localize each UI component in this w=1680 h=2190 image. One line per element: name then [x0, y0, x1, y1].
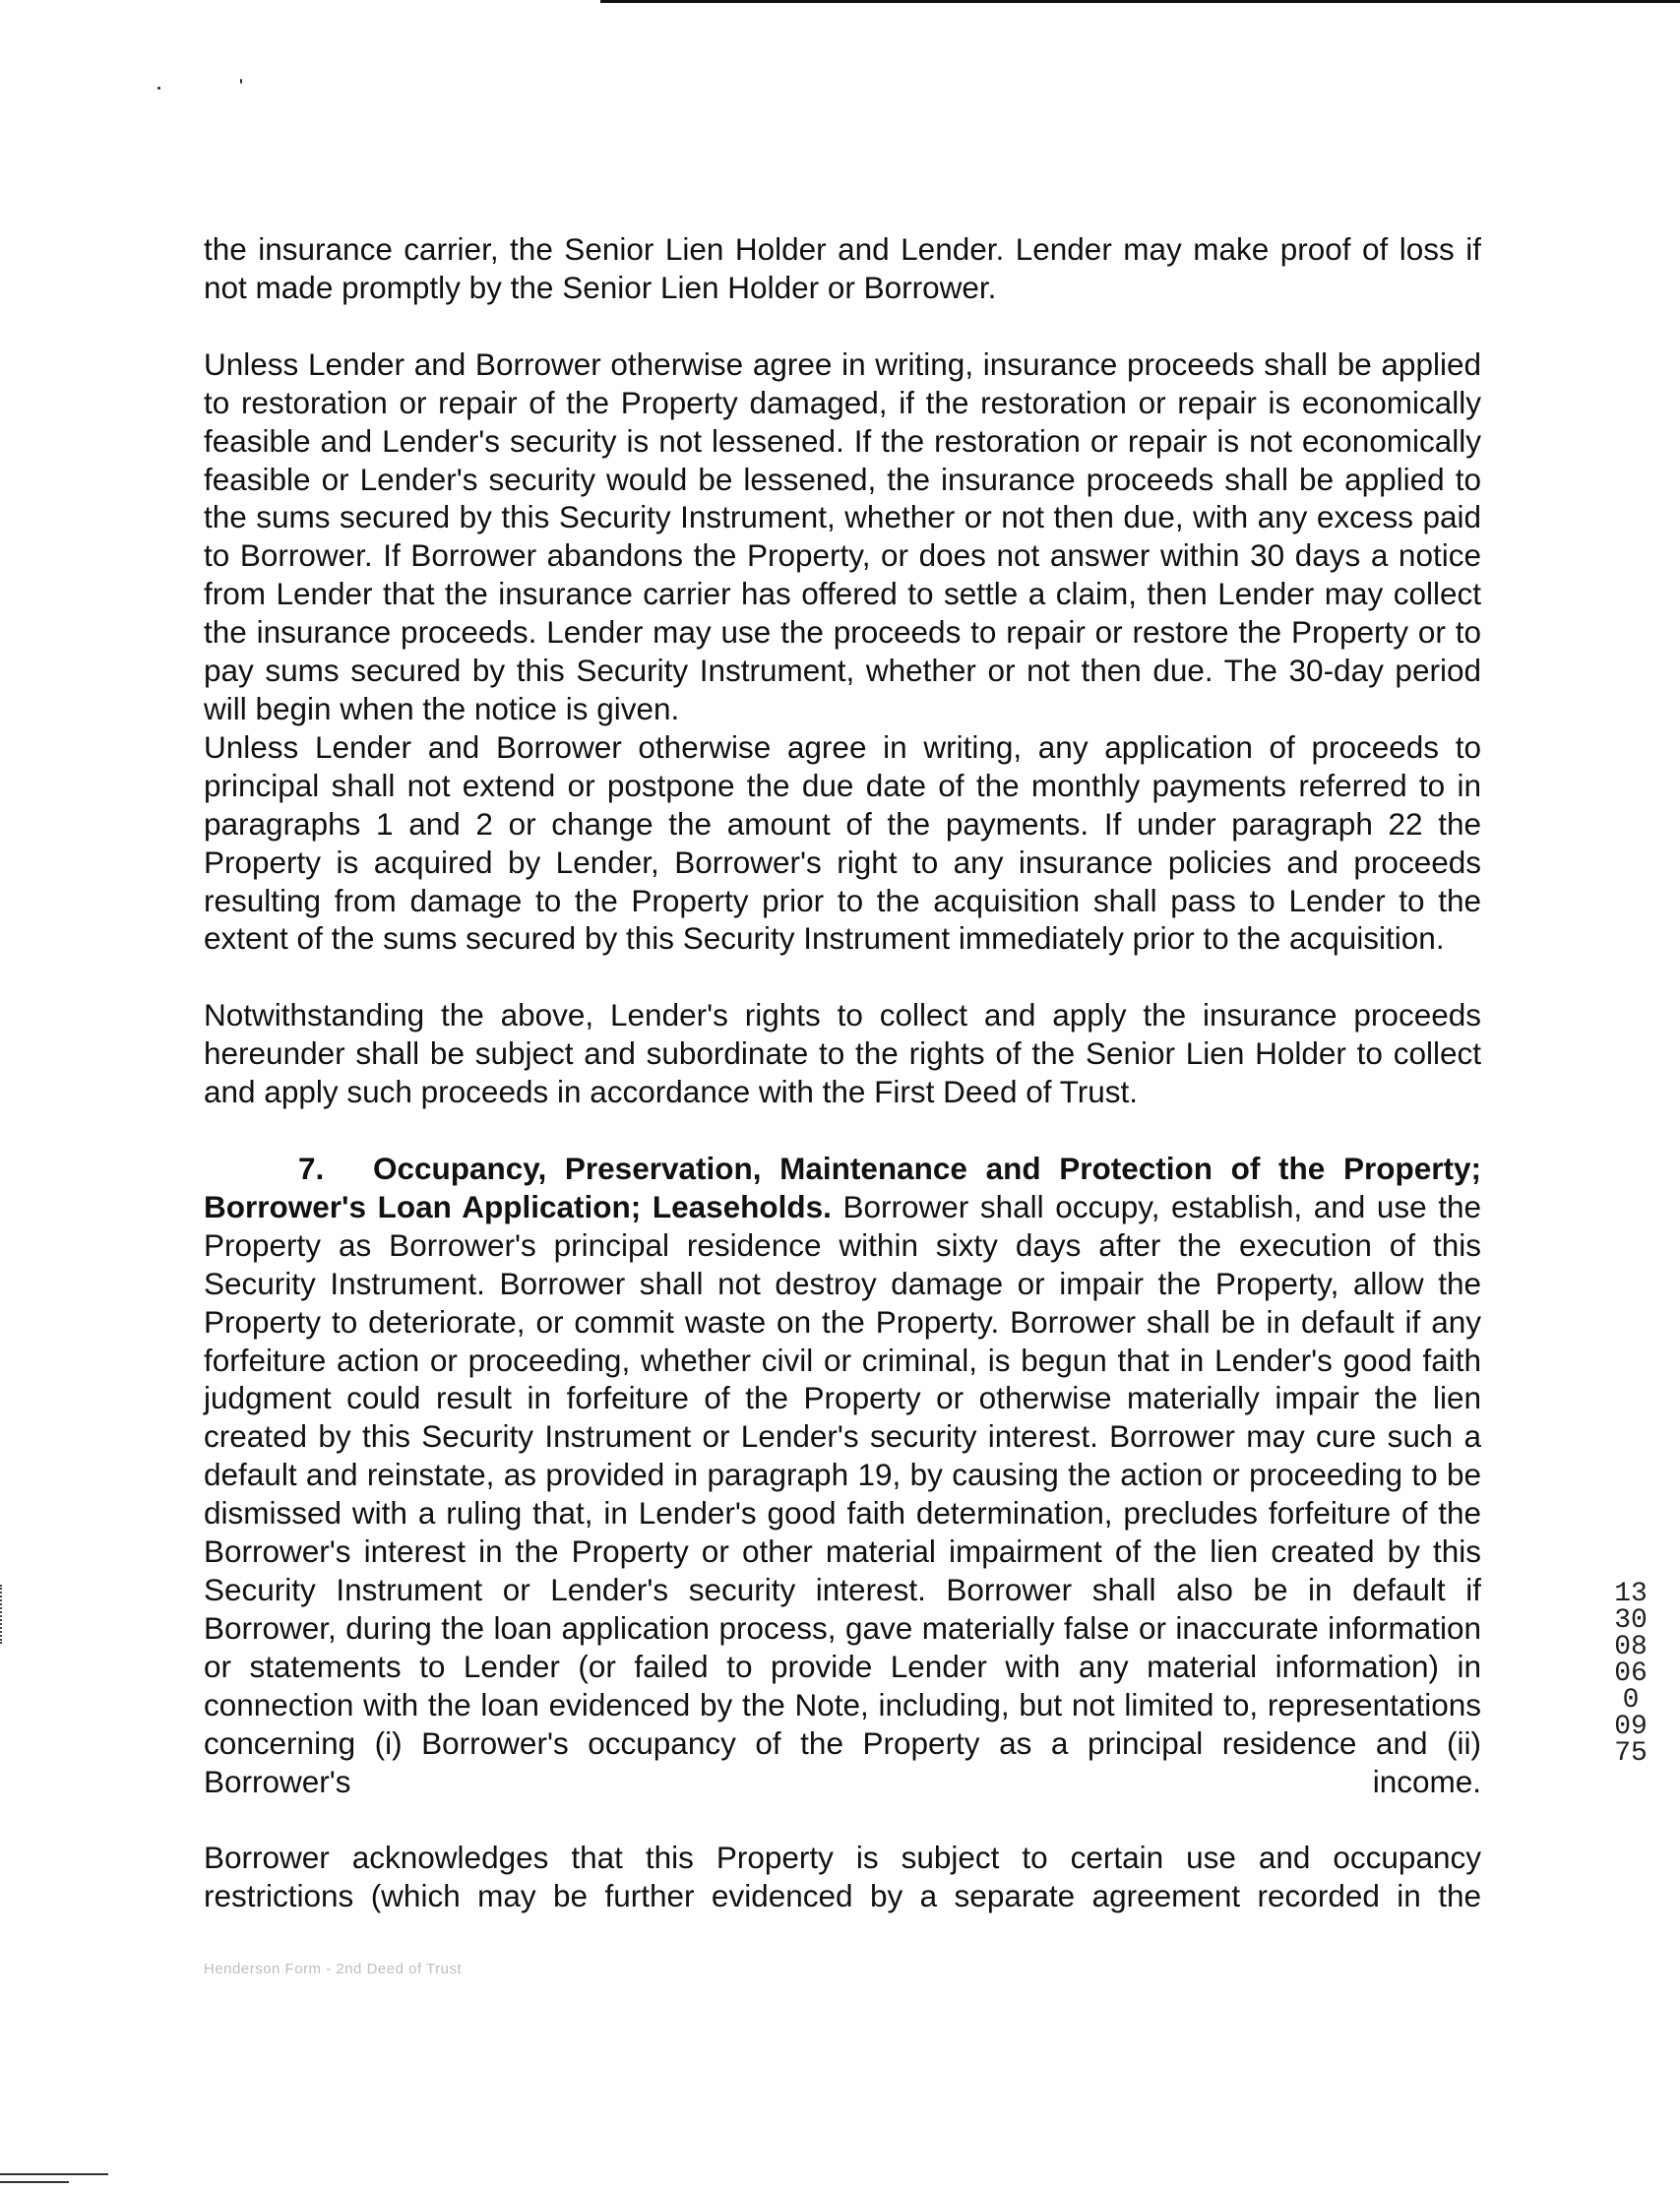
footer-form-note: Henderson Form - 2nd Deed of Trust: [204, 1961, 463, 1977]
left-edge-scan-marks: [0, 1585, 6, 1644]
paragraph-notwithstanding: Notwithstanding the above, Lender's rights to collect and apply the insurance proceeds hereunder shall be subject and subordinate to the rights of the Senior Lien Holder to collect and apply such proceeds in accordance with the First Deed of Trust.: [204, 997, 1481, 1110]
paragraph-application-of-proceeds: Unless Lender and Borrower otherwise agree in writing, any application of proceeds to principal shall not extend or postpone the due date of the monthly payments referred to in paragraphs 1 and 2 or change the amount of the payments. If under paragraph 22 the Property is acquired by Lender, Borrower's right to any insurance policies and proceeds resulting from damage to the Property prior to the acquisition shall pass to Lender to the extent of the sums secured by this Security Instrument immediately prior to the acquisition.: [204, 728, 1481, 957]
section-7-number: 7.: [298, 1151, 325, 1187]
top-scan-border: [600, 0, 1680, 3]
scan-speck: [157, 87, 160, 90]
section-7-body: Borrower shall occupy, establish, and use the Property as Borrower's principal residence within sixty days after the execution of this Security Instrument. Borrower shall not destroy damage or impair the Property, allow the Property to deteriorate, or commit waste on the Property. Borrower shall be in default if any forfeiture action or proceeding, whether civil or criminal, is begun that in Lender's good faith judgment could result in forfeiture of the Property or otherwise materially impair the lien created by this Security Instrument or Lender's security interest. Borrower may cure such a default and reinstate, as provided in paragraph 19, by causing the action or proceeding to be dismissed with a ruling that, in Lender's good faith determination, precludes forfeiture of the Borrower's interest in the Property or other material impairment of the lien created by this Security Instrument or Lender's security interest. Borrower shall also be in default if Borrower, during the loan application process, gave materially false or inaccurate information or statements to Lender (or failed to provide Lender with any material information) in connection with the loan evidenced by the Note, including, but not limited to, representations concerning (i) Borrower's occupancy of the Property as a principal residence and (ii) Borrower's income.: [204, 1188, 1481, 1799]
bottom-scan-mark: [0, 2181, 69, 2183]
document-page-body: [204, 230, 1481, 1915]
section-7-occupancy: [204, 1150, 1481, 1800]
paragraph-insurance-proceeds: Unless Lender and Borrower otherwise agree in writing, insurance proceeds shall be applied to restoration or repair of the Property damaged, if the restoration or repair is economically feasible and Lender's security is not lessened. If the restoration or repair is not economically feasible or Lender's security would be lessened, the insurance proceeds shall be applied to the sums secured by this Security Instrument, whether or not then due, with any excess paid to Borrower. If Borrower abandons the Property, or does not answer within 30 days a notice from Lender that the insurance carrier has offered to settle a claim, then Lender may collect the insurance proceeds. Lender may use the proceeds to repair or restore the Property or to pay sums secured by this Security Instrument, whether or not then due. The 30-day period will begin when the notice is given.: [204, 345, 1481, 726]
section-7-heading: Occupancy, Preservation, Maintenance and Protection of the Property; Borrower's Loan Application; Leaseholds.: [204, 1151, 1481, 1224]
paragraph-insurance-carrier: the insurance carrier, the Senior Lien Holder and Lender. Lender may make proof of loss if not made promptly by the Senior Lien Holder or Borrower.: [204, 231, 1481, 305]
vertical-document-number: 1330 08060 0975: [1614, 1579, 1648, 1769]
paragraph-use-restrictions: Borrower acknowledges that this Property is subject to certain use and occupancy restrictions (which may be further evidenced by a separate agreement recorded in the: [204, 1840, 1481, 1914]
scan-speck: [240, 79, 242, 84]
bottom-scan-mark: [0, 2173, 108, 2175]
